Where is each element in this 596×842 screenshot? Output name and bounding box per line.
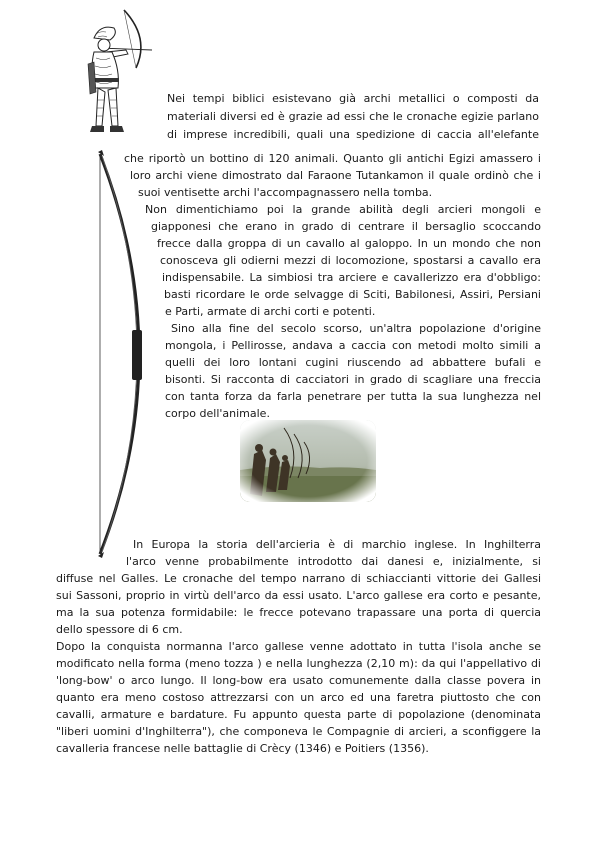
text-line: corpo dell'animale. (165, 407, 270, 420)
text-line: che riportò un bottino di 120 animali. Quanto gli antichi Egizi amassero i (124, 152, 541, 165)
text-line: 'long-bow' o arco lungo. Il long-bow era usato comunemente dalla classe povera in (56, 674, 541, 687)
text-line: dello spessore di 6 cm. (56, 623, 183, 636)
text-line: Nei tempi biblici esistevano già archi metallici o composti da (167, 92, 539, 105)
text-line: conosceva gli odierni mezzi di locomozione, spostarsi a cavallo era (160, 254, 541, 267)
text-line: cavalli, armature e bardature. Fu appunto questa parte di popolazione (denominata (56, 708, 541, 721)
text-line: cavalleria francese nelle battaglie di Crècy (1346) e Poitiers (1356). (56, 742, 429, 755)
text-line: e Parti, armate di archi corti e potenti. (165, 305, 376, 318)
text-line: modificato nella forma (meno tozza ) e nella lunghezza (2,10 m): da qui l'appellativo di (56, 657, 541, 670)
text-line: Dopo la conquista normanna l'arco gallese venne adottato in tutta l'isola anche se (56, 640, 541, 653)
text-line: ma la sua potenza formidabile: le frecce potevano trapassare una porta di quercia (56, 606, 541, 619)
text-line: Non dimentichiamo poi la grande abilità degli arcieri mongoli e (145, 203, 541, 216)
text-line: con tanta forza da farla penetrare per tutta la sua lunghezza nel (165, 390, 541, 403)
text-line: sui Sassoni, proprio in virtù dell'arco da essi usato. L'arco gallese era corto e pesante, (56, 589, 541, 602)
text-line: indispensabile. La simbiosi tra arciere e cavallerizzo era d'obbligo: (162, 271, 541, 284)
text-line: basti ricordare le orde selvagge di Sciti, Babilonesi, Assiri, Persiani (164, 288, 541, 301)
text-line: frecce dalla groppa di un cavallo al galoppo. In un mondo che non (157, 237, 541, 250)
text-line: mongola, i Pellirosse, andava a caccia con metodi molto simili a (165, 339, 541, 352)
text-line: In Europa la storia dell'arcieria è di marchio inglese. In Inghilterra (133, 538, 541, 551)
text-line: loro archi viene dimostrato dal Faraone Tutankamon il quale ordinò che i (130, 169, 541, 182)
text-line: materiali diversi ed è grazie ad essi che le cronache egizie parlano (167, 110, 539, 123)
text-line: quanto era meno costoso attrezzarsi con un arco ed una faretra piuttosto che con (56, 691, 541, 704)
text-line: quelli dei loro lontani cugini riuscendo ad abbattere bufali e (165, 356, 541, 369)
text-line: l'arco venne probabilmente introdotto dai danesi e, inizialmente, si (126, 555, 541, 568)
text-line: Sino alla fine del secolo scorso, un'altra popolazione d'origine (171, 322, 541, 335)
archer-illustration (80, 8, 154, 140)
archers-scene-image (240, 420, 376, 502)
text-line: bisonti. Si racconta di cacciatori in grado di scagliare una freccia (165, 373, 541, 386)
text-line: suoi ventisette archi l'accompagnassero nella tomba. (138, 186, 433, 199)
text-line: di imprese incredibili, quali una spedizione di caccia all'elefante (167, 128, 539, 141)
text-line: giapponesi che erano in grado di centrare il bersaglio scoccando (151, 220, 541, 233)
text-line: "liberi uomini d'Inghilterra"), che componeva le Compagnie di arcieri, a sconfiggere la (56, 725, 541, 738)
text-line: diffuse nel Galles. Le cronache del tempo narrano di schiaccianti vittorie dei Gallesi (56, 572, 541, 585)
